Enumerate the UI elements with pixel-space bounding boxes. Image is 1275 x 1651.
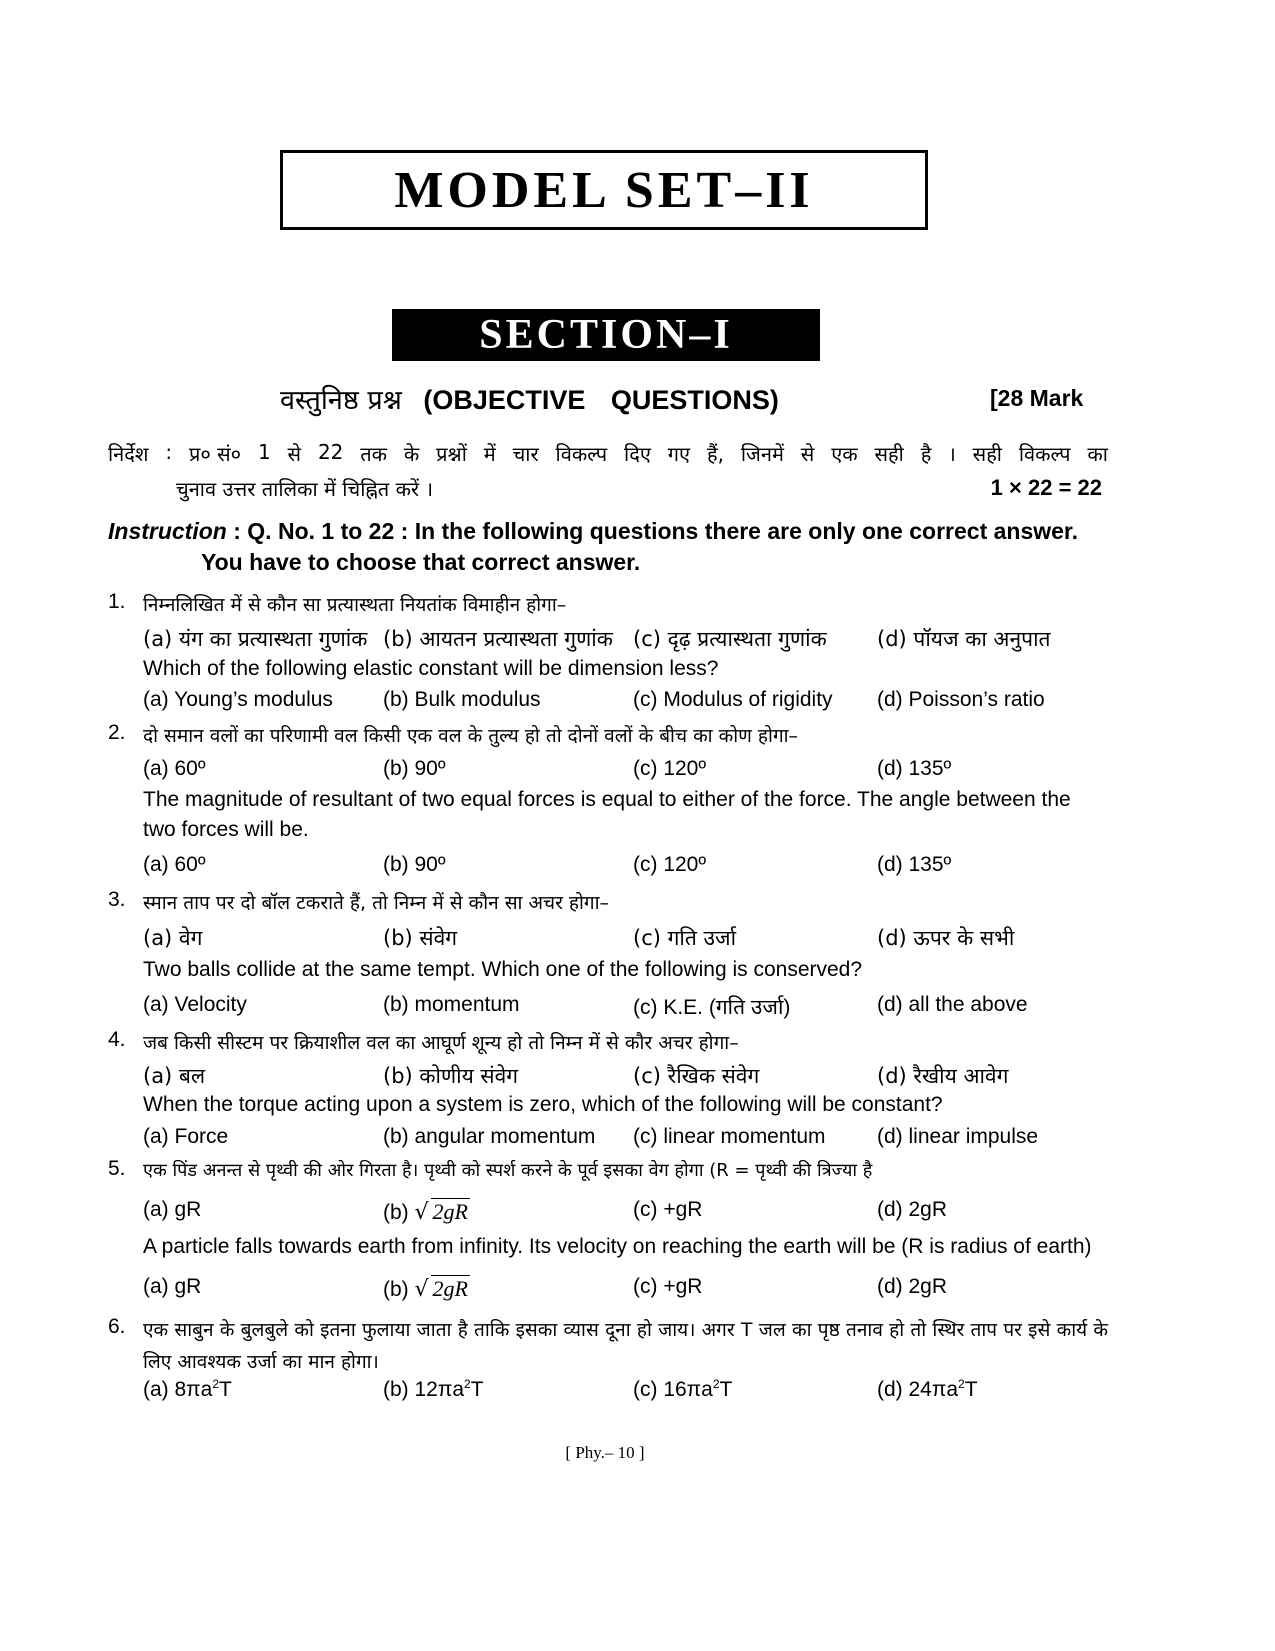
option-a: (a) Velocity bbox=[143, 993, 247, 1016]
option-d: (d) 2gR bbox=[877, 1198, 948, 1221]
option-c: (c) दृढ़ प्रत्यास्थता गुणांक bbox=[633, 627, 827, 651]
option-a bbox=[143, 1378, 232, 1402]
exponent: 2 bbox=[464, 1377, 471, 1391]
option-b: (b) 90º bbox=[383, 757, 446, 780]
option-a: (a) gR bbox=[143, 1275, 202, 1298]
option-label: (b) bbox=[383, 1201, 409, 1224]
word: है bbox=[920, 442, 932, 466]
square-root-sign: √ bbox=[414, 1277, 429, 1302]
option-d: (d) 135º bbox=[877, 853, 952, 876]
option-a: (a) Young’s modulus bbox=[143, 688, 333, 711]
option-c: (c) गति उर्जा bbox=[633, 926, 737, 950]
question-number: 5. bbox=[108, 1157, 126, 1180]
option-a: (a) Force bbox=[143, 1125, 229, 1148]
directions-hindi-line1 bbox=[108, 440, 1108, 467]
directions-hindi-line2 bbox=[176, 475, 1102, 502]
option-c: (c) Modulus of rigidity bbox=[633, 688, 833, 711]
model-set-title: MODEL SET–II bbox=[280, 150, 928, 230]
option-b bbox=[383, 1378, 484, 1402]
option-b: (b) angular momentum bbox=[383, 1125, 596, 1148]
question-number: 6. bbox=[108, 1315, 126, 1338]
square-root-sign: √ bbox=[414, 1200, 429, 1225]
objective-heading-hindi: वस्तुनिष्ठ प्रश्न bbox=[280, 385, 402, 416]
option-text: T bbox=[964, 1378, 978, 1401]
question-number: 4. bbox=[108, 1028, 126, 1051]
option-label: (b) bbox=[383, 1278, 409, 1301]
word: हैं, bbox=[706, 442, 724, 466]
option-a: (a) बल bbox=[143, 1064, 206, 1088]
word: गए bbox=[667, 442, 691, 466]
root-expression: 2gR bbox=[432, 1276, 468, 1301]
option-text: (a) 8πa bbox=[143, 1378, 213, 1401]
question-text-hindi: दो समान वलों का परिणामी वल किसी एक वल के तुल्य हो तो दोनों वलों के बीच का कोण होगा– bbox=[143, 725, 799, 747]
question-5-english: A particle falls towards earth from infinity. Its velocity on reaching the earth will be (R is radius of earth) bbox=[143, 1235, 1092, 1258]
word: विकल्प bbox=[1018, 442, 1071, 466]
option-text: T bbox=[219, 1378, 232, 1401]
instruction-label: Instruction bbox=[108, 518, 227, 544]
question-text-hindi: जब किसी सीस्टम पर क्रियाशील वल का आघूर्ण शून्य हो तो निम्न में से कौर अचर होगा– bbox=[143, 1032, 739, 1054]
option-d bbox=[877, 1378, 978, 1402]
option-a: (a) 60º bbox=[143, 757, 206, 780]
word: दिए bbox=[624, 442, 651, 466]
question-2-english: The magnitude of resultant of two equal forces is equal to either of the force. The angle between the two forces will be. bbox=[143, 788, 1071, 841]
option-text: (b) 12πa bbox=[383, 1378, 465, 1401]
option-a: (a) gR bbox=[143, 1198, 202, 1221]
option-b bbox=[383, 1275, 470, 1302]
word: : bbox=[165, 440, 173, 464]
question-text-hindi: एक साबुन के बुलबुले को इतना फुलाया जाता है ताकि इसका व्यास दूना हो जाय। अगर T जल का पृष्ठ तनाव हो तो स्थिर ताप पर इसे कार्य के लिए आवश्यक उर्जा का मान होगा। bbox=[143, 1319, 1108, 1373]
word: सही bbox=[972, 442, 1002, 466]
word: में bbox=[483, 442, 496, 466]
objective-heading bbox=[280, 380, 779, 417]
word: प्रश्नों bbox=[436, 442, 467, 466]
option-d: (d) all the above bbox=[877, 993, 1028, 1016]
instruction-line1: : Q. No. 1 to 22 : In the following questions there are only one correct answer. bbox=[226, 518, 1079, 544]
option-d: (d) linear impulse bbox=[877, 1125, 1039, 1148]
root-expression: 2gR bbox=[432, 1199, 468, 1224]
directions-text: चुनाव उत्तर तालिका में चिह्नित करें । bbox=[176, 477, 434, 501]
option-b: (b) संवेग bbox=[383, 926, 458, 950]
word: चार bbox=[512, 442, 539, 466]
option-d: (d) 2gR bbox=[877, 1275, 948, 1298]
option-c: (c) रैखिक संवेग bbox=[633, 1064, 760, 1088]
option-a: (a) यंग का प्रत्यास्थता गुणांक bbox=[143, 627, 368, 651]
option-b: (b) momentum bbox=[383, 993, 520, 1016]
word: निर्देश bbox=[108, 442, 149, 466]
option-text: T bbox=[470, 1378, 484, 1401]
word: विकल्प bbox=[555, 442, 608, 466]
word: जिनमें bbox=[740, 442, 784, 466]
word: तक bbox=[360, 442, 388, 466]
exponent: 2 bbox=[958, 1377, 965, 1391]
option-d: (d) 135º bbox=[877, 757, 952, 780]
option-d: (d) रैखीय आवेग bbox=[877, 1064, 1009, 1088]
question-text-hindi: एक पिंड अनन्त से पृथ्वी की ओर गिरता है। पृथ्वी को स्पर्श करने के पूर्व इसका वेग होगा (R = पृथ्वी की त्रिज्या है bbox=[143, 1160, 873, 1181]
total-marks: [28 Mark bbox=[990, 385, 1084, 411]
option-c: (c) 120º bbox=[633, 757, 707, 780]
option-d: (d) पॉयज का अनुपात bbox=[877, 627, 1051, 651]
word: 22 bbox=[317, 440, 344, 464]
option-text: (d) 24πa bbox=[877, 1378, 959, 1401]
option-a: (a) वेग bbox=[143, 926, 203, 950]
word: सही bbox=[874, 442, 904, 466]
page-footer: [ Phy.– 10 ] bbox=[565, 1443, 645, 1462]
section-heading: SECTION–I bbox=[392, 309, 820, 361]
option-text: (c) 16πa bbox=[633, 1378, 713, 1401]
word: के bbox=[403, 442, 420, 466]
option-text: T bbox=[719, 1378, 733, 1401]
exponent: 2 bbox=[212, 1377, 220, 1391]
option-a: (a) 60º bbox=[143, 853, 206, 876]
option-b: (b) आयतन प्रत्यास्थता गुणांक bbox=[383, 627, 613, 651]
question-4-english: When the torque acting upon a system is zero, which of the following will be constant? bbox=[143, 1093, 943, 1116]
instruction-line2: You have to choose that correct answer. bbox=[201, 549, 641, 575]
option-d: (d) Poisson’s ratio bbox=[877, 688, 1045, 711]
question-number: 1. bbox=[108, 590, 126, 613]
marks-equation: 1 × 22 = 22 bbox=[990, 475, 1102, 500]
option-c: (c) 120º bbox=[633, 853, 707, 876]
question-1-english: Which of the following elastic constant will be dimension less? bbox=[143, 657, 719, 680]
question-number: 2. bbox=[108, 721, 126, 744]
question-3-english: Two balls collide at the same tempt. Which one of the following is conserved? bbox=[143, 958, 863, 981]
word: से bbox=[800, 442, 815, 466]
word: । bbox=[948, 442, 956, 466]
exponent: 2 bbox=[712, 1377, 720, 1391]
word: 1 bbox=[257, 440, 271, 464]
question-text-hindi: निम्नलिखित में से कौन सा प्रत्यास्थता नियतांक विमाहीन होगा– bbox=[143, 594, 567, 616]
word: का bbox=[1087, 442, 1108, 466]
option-b: (b) Bulk modulus bbox=[383, 688, 541, 711]
option-b: (b) 90º bbox=[383, 853, 446, 876]
option-c bbox=[633, 1378, 732, 1402]
option-b bbox=[383, 1198, 470, 1225]
objective-heading-english: (OBJECTIVE QUESTIONS) bbox=[423, 385, 779, 415]
question-text-hindi: स्मान ताप पर दो बॉल टकराते हैं, तो निम्न में से कौन सा अचर होगा– bbox=[143, 892, 610, 914]
option-b: (b) कोणीय संवेग bbox=[383, 1064, 519, 1088]
option-c: (c) K.E. (गति उर्जा) bbox=[633, 996, 791, 1019]
option-c: (c) +gR bbox=[633, 1275, 703, 1298]
word: एक bbox=[831, 442, 858, 466]
word: से bbox=[287, 442, 302, 466]
word: प्र० सं० bbox=[189, 442, 242, 466]
instruction-english bbox=[108, 516, 1118, 578]
question-number: 3. bbox=[108, 888, 126, 911]
option-c: (c) linear momentum bbox=[633, 1125, 826, 1148]
option-c: (c) +gR bbox=[633, 1198, 703, 1221]
option-d: (d) ऊपर के सभी bbox=[877, 926, 1015, 950]
